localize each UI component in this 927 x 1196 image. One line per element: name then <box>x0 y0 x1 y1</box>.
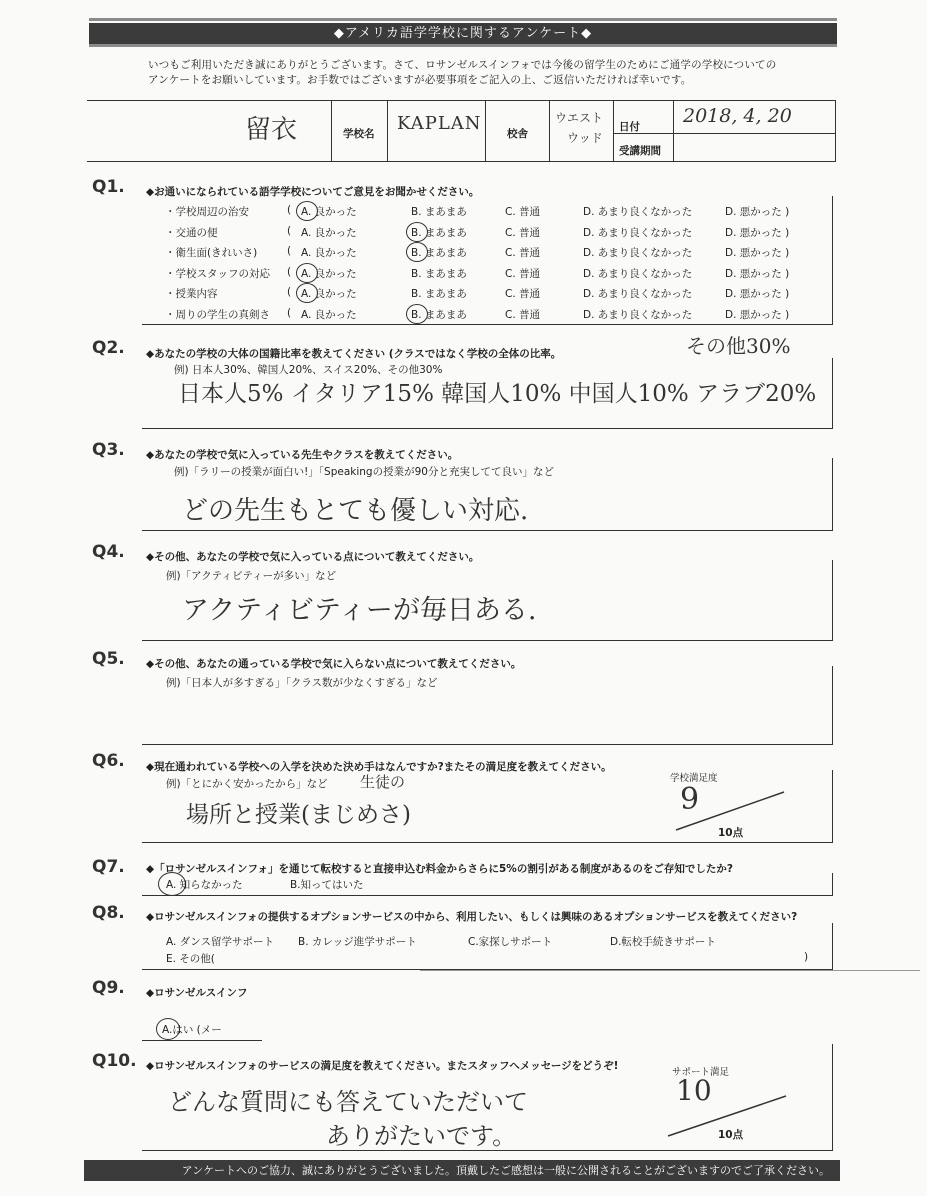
survey-title-bar: ◆アメリカ語学学校に関するアンケート◆ <box>89 23 837 44</box>
q7-option-b[interactable]: B.知ってはいた <box>290 879 364 891</box>
q5-example: 例)「日本人が多すぎる」「クラス数が少なくすぎる」など <box>166 677 438 689</box>
q1-selected-circle <box>406 222 428 242</box>
q5-question: ◆その他、あなたの通っている学校で気に入らない点について教えてください。 <box>146 658 522 670</box>
q1-option-c[interactable]: C. 普通 <box>505 288 541 300</box>
q4-question: ◆その他、あなたの学校で気に入っている点について教えてください。 <box>146 551 480 563</box>
school-label: 学校名 <box>343 128 375 140</box>
q1-option-b[interactable]: B. まあまあ <box>411 288 467 300</box>
q1-row-item: ・学校周辺の治安 <box>165 206 249 218</box>
q2-question: ◆あなたの学校の大体の国籍比率を教えてください (クラスではなく学校の全体の比率。 <box>146 348 562 360</box>
q1-option-e[interactable]: D. 悪かった ) <box>725 308 790 321</box>
q1-option-b[interactable]: B. まあまあ <box>411 247 467 259</box>
q1-option-a[interactable]: A. 良かった <box>301 226 357 239</box>
q1-row-paren: ( <box>287 306 292 319</box>
q7-option-a[interactable]: A. 知らなかった <box>166 879 243 891</box>
q10-answer-line2[interactable]: ありがたいです。 <box>326 1122 517 1150</box>
intro-line-2: アンケートをお願いしています。お手数ではございますが必要事項をご記入の上、ご返信いただければ幸いです。 <box>148 74 692 86</box>
q10-label: Q10. <box>92 1051 137 1071</box>
q1-row-paren: ( <box>287 245 292 257</box>
q1-row-item: ・授業内容 <box>165 288 218 300</box>
q10-score-value[interactable]: 10 <box>676 1074 712 1107</box>
q1-row-paren: ( <box>287 265 292 278</box>
campus-label: 校舎 <box>507 128 528 140</box>
q9-question: ◆ロサンゼルスインフ <box>146 987 248 999</box>
q1-option-c[interactable]: C. 普通 <box>505 206 541 218</box>
q3-question: ◆あなたの学校で気に入っている先生やクラスを教えてください。 <box>146 449 459 461</box>
q8-option-d[interactable]: D.転校手続きサポート <box>610 936 716 948</box>
q1-option-a[interactable]: A. 良かった <box>301 267 357 280</box>
q1-row <box>165 204 815 224</box>
q10-score-label: サポート満足 <box>672 1067 730 1078</box>
q1-option-e[interactable]: D. 悪かった ) <box>725 247 790 259</box>
q1-option-c[interactable]: C. 普通 <box>505 308 541 321</box>
q6-answer-top[interactable]: 生徒の <box>360 773 406 791</box>
q1-row-item: ・周りの学生の真剣さ <box>165 308 270 321</box>
school-field[interactable]: KAPLAN <box>397 113 482 134</box>
q4-example: 例)「アクティビティーが多い」など <box>166 570 337 582</box>
q1-option-a[interactable]: A. 良かった <box>301 308 357 321</box>
q8-label: Q8. <box>92 903 125 923</box>
q2-label: Q2. <box>92 338 125 358</box>
q10-question: ◆ロサンゼルスインフォのサービスの満足度を教えてください。またスタッフへメッセージをどうぞ! <box>146 1060 619 1072</box>
q1-row-paren: ( <box>287 224 292 237</box>
q8-option-e[interactable]: E. その他( <box>166 953 215 965</box>
q9-label: Q9. <box>92 978 125 998</box>
campus-field-line1[interactable]: ウエスト <box>555 111 604 125</box>
q1-option-c[interactable]: C. 普通 <box>505 247 541 259</box>
intro-line-1: いつもご利用いただき誠にありがとうございます。さて、ロサンゼルスインフォでは今後の留学生のためにご通学の学校についての <box>148 59 777 71</box>
q1-option-a[interactable]: A. 良かった <box>301 247 357 259</box>
q1-option-c[interactable]: C. 普通 <box>505 226 541 239</box>
q1-selected-circle <box>406 242 428 262</box>
footer-bar: アンケートへのご協力、誠にありがとうございました。頂戴したご感想は一般に公開されることがございますのでご了承ください。 <box>84 1160 840 1181</box>
q4-label: Q4. <box>92 542 125 562</box>
q3-label: Q3. <box>92 440 125 460</box>
q8-option-a[interactable]: A. ダンス留学サポート <box>166 936 274 948</box>
q1-option-e[interactable]: D. 悪かった ) <box>725 206 790 218</box>
q7-box <box>142 873 833 896</box>
q7-label: Q7. <box>92 857 125 877</box>
q6-answer[interactable]: 場所と授業(まじめさ) <box>186 802 411 828</box>
q1-row <box>165 286 815 306</box>
period-label: 受講期間 <box>619 145 661 157</box>
q1-option-d[interactable]: D. あまり良くなかった <box>583 226 693 239</box>
q10-score-max: 10点 <box>718 1129 744 1141</box>
q3-example: 例)「ラリーの授業が面白い!」「Speakingの授業が90分と充実してて良い」など <box>174 466 554 478</box>
q4-answer[interactable]: アクティビティーが毎日ある. <box>182 595 537 626</box>
q8-option-e-close: ) <box>804 951 809 963</box>
q1-option-b[interactable]: B. まあまあ <box>411 226 467 239</box>
q7-question: ◆「ロサンゼルスインフォ」を通じて転校すると直接申込む料金からさらに5%の割引がある制度があるのをご存知でしたか? <box>146 863 733 875</box>
q1-label: Q1. <box>92 177 125 197</box>
q1-option-e[interactable]: D. 悪かった ) <box>725 226 790 239</box>
date-field[interactable]: 2018, 4, 20 <box>683 105 792 127</box>
q6-score-label: 学校満足度 <box>670 773 718 784</box>
q8-question: ◆ロサンゼルスインフォの提供するオプションサービスの中から、利用したい、もしくは興味のあるオプションサービスを教えてください? <box>146 911 798 923</box>
q5-label: Q5. <box>92 649 125 669</box>
q1-option-d[interactable]: D. あまり良くなかった <box>583 267 693 280</box>
q6-label: Q6. <box>92 751 125 771</box>
q1-row-item: ・交通の便 <box>165 226 218 239</box>
q1-row <box>165 307 815 327</box>
q9-option-a[interactable]: A.はい (メー <box>162 1024 222 1036</box>
q1-selected-circle <box>296 201 318 221</box>
q1-option-a[interactable]: A. 良かった <box>301 288 357 300</box>
q8-option-c[interactable]: C.家探しサポート <box>468 936 553 948</box>
info-table <box>87 100 836 162</box>
q2-example: 例) 日本人30%、韓国人20%、スイス20%、その他30% <box>174 364 443 376</box>
q1-option-d[interactable]: D. あまり良くなかった <box>583 206 693 218</box>
q1-option-c[interactable]: C. 普通 <box>505 267 541 280</box>
q1-row-item: ・衛生面(きれいさ) <box>165 247 258 259</box>
q1-option-d[interactable]: D. あまり良くなかった <box>583 288 693 300</box>
q1-row-paren: ( <box>287 204 292 216</box>
q1-selected-circle <box>296 283 318 303</box>
q1-row <box>165 266 815 286</box>
q1-option-a[interactable]: A. 良かった <box>301 206 357 218</box>
q8-option-b[interactable]: B. カレッジ進学サポート <box>298 936 417 948</box>
q1-row-item: ・学校スタッフの対応 <box>165 267 270 280</box>
q1-row <box>165 245 815 265</box>
q1-option-b[interactable]: B. まあまあ <box>411 206 467 218</box>
q1-option-b[interactable]: B. まあまあ <box>411 308 467 321</box>
q1-option-d[interactable]: D. あまり良くなかった <box>583 247 693 259</box>
q1-selected-circle <box>296 263 318 283</box>
q1-question: ◆お通いになられている語学学校についてご意見をお聞かせください。 <box>146 186 480 198</box>
q1-option-b[interactable]: B. まあまあ <box>411 267 467 280</box>
q6-score-value[interactable]: 9 <box>680 782 700 817</box>
q1-row <box>165 225 815 245</box>
q2-answer-extra[interactable]: その他30% <box>686 334 791 358</box>
q2-answer[interactable]: 日本人5% イタリア15% 韓国人10% 中国人10% アラブ20% <box>178 381 817 407</box>
name-field[interactable]: 留衣 <box>245 115 298 145</box>
q6-question: ◆現在通われている学校への入学を決めた決め手はなんですか?またその満足度を教えてください。 <box>146 761 612 773</box>
q3-answer[interactable]: どの先生もとても優しい対応. <box>182 496 529 526</box>
header-bottom-rule <box>89 44 837 47</box>
q1-option-e[interactable]: D. 悪かった ) <box>725 288 790 300</box>
campus-field-line2[interactable]: ウッド <box>567 131 603 145</box>
q1-option-d[interactable]: D. あまり良くなかった <box>583 308 693 321</box>
q1-row-paren: ( <box>287 286 292 298</box>
header-top-rule <box>89 18 837 21</box>
q10-answer-line1[interactable]: どんな質問にも答えていただいて <box>168 1088 528 1116</box>
q1-option-e[interactable]: D. 悪かった ) <box>725 267 790 280</box>
date-label: 日付 <box>619 121 640 133</box>
q6-score-max: 10点 <box>718 827 744 839</box>
q8-fold-line <box>420 970 920 971</box>
q6-example: 例)「とにかく安かったから」など <box>166 778 328 790</box>
q1-selected-circle <box>406 304 428 324</box>
